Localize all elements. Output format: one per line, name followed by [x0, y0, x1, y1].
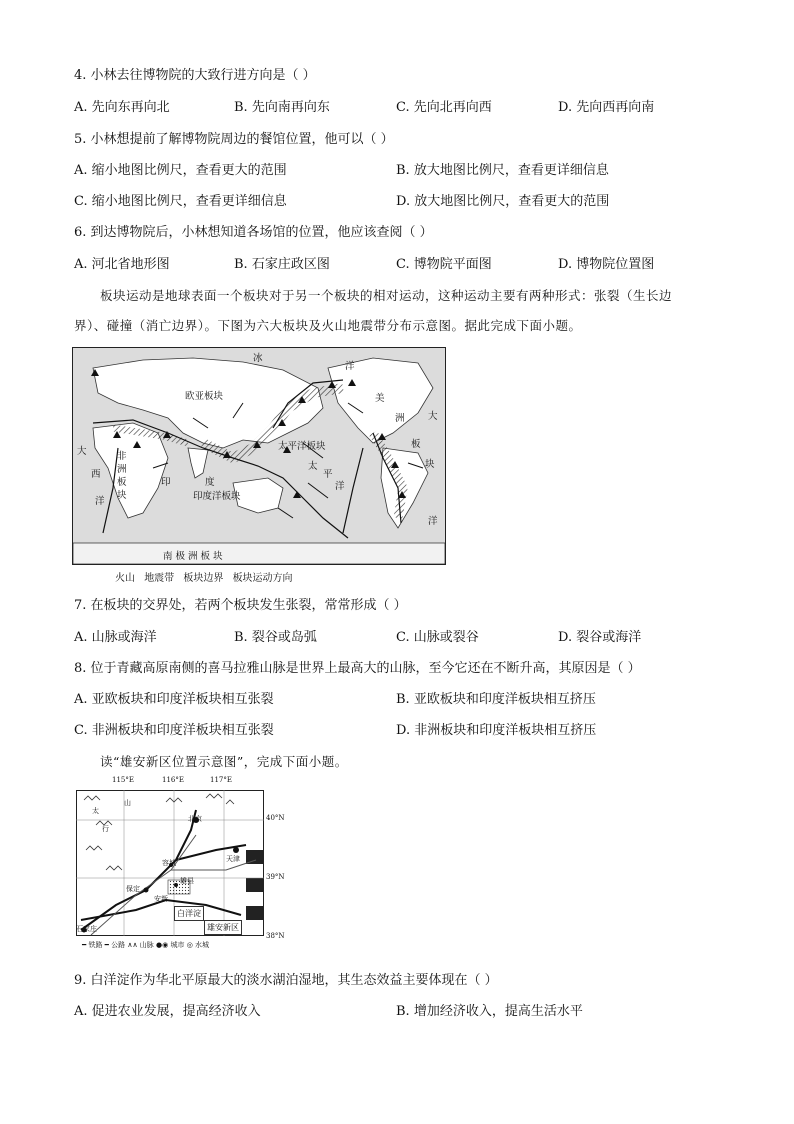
question-9-option-a[interactable]: A. 促进农业发展，提高经济收入	[74, 1004, 261, 1019]
question-6-stem: 6. 到达博物院后，小林想知道各场馆的位置，他应该查阅（ ）	[74, 225, 433, 240]
label-america-4: 块	[425, 459, 435, 470]
label-xiongxian: 雄县	[180, 877, 194, 885]
legend-volcano: 火山	[115, 573, 135, 584]
question-5-option-b[interactable]: B. 放大地图比例尺，查看更详细信息	[396, 163, 609, 178]
lon-115: 115°E	[112, 776, 134, 784]
label-africa-4: 块	[117, 490, 127, 501]
intro-plate-line-2: 界）、碰撞（消亡边界）。下图为六大板块及火山地震带分布示意图。据此完成下面小题。	[74, 318, 582, 333]
question-4-option-d[interactable]: D. 先向西再向南	[558, 100, 655, 115]
question-8-stem: 8. 位于青藏高原南侧的喜马拉雅山脉是世界上最高大的山脉，至今它还在不断升高，其原因是（ ）	[74, 661, 641, 676]
question-7-option-a[interactable]: A. 山脉或海洋	[74, 630, 157, 645]
question-7-option-b[interactable]: B. 裂谷或岛弧	[234, 630, 317, 645]
question-5-option-c[interactable]: C. 缩小地图比例尺，查看更详细信息	[74, 194, 287, 209]
label-shijiazhuang: 石家庄	[76, 925, 97, 933]
label-africa-2: 洲	[117, 464, 127, 475]
label-eurasia-plate: 欧亚板块	[185, 391, 224, 402]
label-baoding: 保定	[126, 885, 140, 893]
question-9-option-b[interactable]: B. 增加经济收入，提高生活水平	[396, 1004, 583, 1019]
plate-map	[72, 347, 446, 565]
label-xiongan-new-area: 雄安新区	[204, 920, 242, 935]
question-6-option-d[interactable]: D. 博物院位置图	[558, 257, 655, 272]
lon-116: 116°E	[162, 776, 184, 784]
label-indian-ocean-2: 度	[205, 477, 215, 488]
label-taihang-2: 行	[102, 825, 109, 833]
label-pacific-3: 洋	[335, 481, 345, 492]
question-8-option-c[interactable]: C. 非洲板块和印度洋板块相互张裂	[74, 723, 274, 738]
lon-117: 117°E	[210, 776, 232, 784]
question-6-option-c[interactable]: C. 博物院平面图	[396, 257, 492, 272]
label-atlantic-w-1: 大	[77, 446, 87, 457]
label-rongcheng: 容城	[162, 859, 176, 867]
question-5-stem: 5. 小林想提前了解博物院周边的餐馆位置，他可以（ ）	[74, 132, 394, 147]
question-6-option-b[interactable]: B. 石家庄政区图	[234, 257, 330, 272]
question-8-option-a[interactable]: A. 亚欧板块和印度洋板块相互张裂	[74, 692, 274, 707]
label-taihang-1: 太	[92, 807, 99, 815]
label-pacific-plate: 太平洋板块	[278, 441, 326, 452]
question-8-option-d[interactable]: D. 非洲板块和印度洋板块相互挤压	[396, 723, 597, 738]
question-5-option-a[interactable]: A. 缩小地图比例尺，查看更大的范围	[74, 163, 287, 178]
lat-39: 39°N	[266, 873, 285, 881]
label-indian-plate: 印度洋板块	[193, 491, 241, 502]
label-atlantic-e: 洋	[428, 516, 438, 527]
label-baiyangdian: 白洋淀	[174, 906, 204, 921]
question-7-stem: 7. 在板块的交界处，若两个板块发生张裂，常常形成（ ）	[74, 598, 407, 613]
intro-plate-line-1: 板块运动是地球表面一个板块对于另一个板块的相对运动，这种运动主要有两种形式：张裂（生长边	[100, 288, 673, 303]
label-beijing: 北京	[188, 815, 202, 823]
label-america-2: 洲	[395, 413, 405, 424]
label-taihang-3: 山	[124, 799, 131, 807]
question-6-option-a[interactable]: A. 河北省地形图	[74, 257, 170, 272]
legend-earthquake-belt: 地震带	[144, 573, 175, 584]
intro-xiongan: 读“雄安新区位置示意图”，完成下面小题。	[100, 754, 348, 769]
legend-plate-motion: 板块运动方向	[232, 573, 293, 584]
label-arctic-1: 冰	[253, 353, 263, 364]
label-america-1: 美	[375, 393, 385, 404]
label-atlantic-w-2: 西	[91, 469, 101, 480]
lat-38: 38°N	[266, 932, 285, 940]
antarctica-landmass	[73, 543, 445, 564]
question-4-stem: 4. 小林去往博物院的大致行进方向是（ ）	[74, 68, 316, 83]
label-anxin: 安新	[154, 895, 168, 903]
label-pacific-2: 平	[323, 469, 333, 480]
question-9-stem: 9. 白洋淀作为华北平原最大的淡水湖泊湿地，其生态效益主要体现在（ ）	[74, 973, 498, 988]
label-antarctic-plate: 南 极 洲 板 块	[163, 551, 223, 562]
label-arctic-2: 洋	[345, 361, 355, 372]
question-5-option-d[interactable]: D. 放大地图比例尺，查看更大的范围	[396, 194, 610, 209]
lat-40: 40°N	[266, 814, 285, 822]
label-africa-3: 板	[117, 477, 127, 488]
label-africa-1: 非	[117, 451, 127, 462]
plate-map-legend	[115, 569, 299, 584]
plate-map-graphic	[73, 348, 445, 564]
xiongan-map-legend: ━ 铁路 ━ 公路 ∧∧ 山脉 ●◉ 城市 ◎ 水城	[82, 941, 210, 949]
label-pacific-1: 太	[308, 461, 318, 472]
question-4-option-b[interactable]: B. 先向南再向东	[234, 100, 330, 115]
legend-plate-boundary: 板块边界	[183, 573, 224, 584]
question-4-option-a[interactable]: A. 先向东再向北	[74, 100, 170, 115]
question-7-option-c[interactable]: C. 山脉或裂谷	[396, 630, 479, 645]
question-7-option-d[interactable]: D. 裂谷或海洋	[558, 630, 642, 645]
xiongan-map	[76, 776, 286, 966]
question-4-option-c[interactable]: C. 先向北再向西	[396, 100, 492, 115]
label-america-3: 板	[411, 439, 421, 450]
question-8-option-b[interactable]: B. 亚欧板块和印度洋板块相互挤压	[396, 692, 596, 707]
label-atlantic-1: 大	[428, 411, 438, 422]
label-atlantic-w-3: 洋	[95, 496, 105, 507]
label-indian-ocean-1: 印	[161, 477, 171, 488]
label-tianjin: 天津	[226, 855, 240, 863]
